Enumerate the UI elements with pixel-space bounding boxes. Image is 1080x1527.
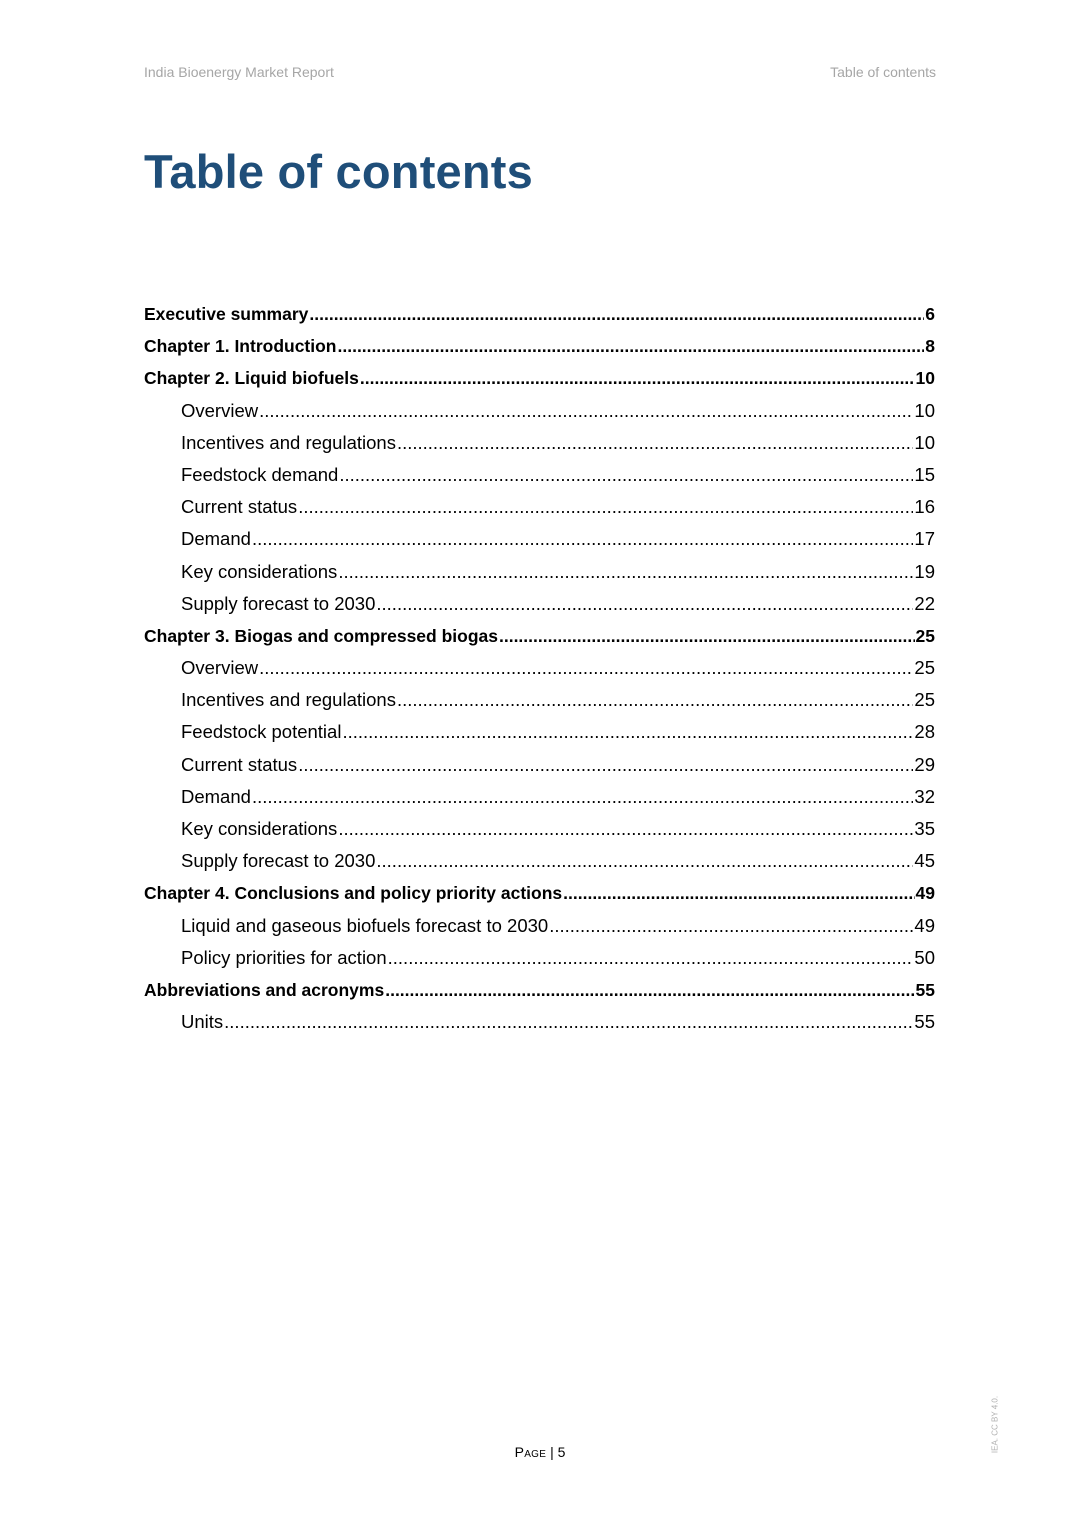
toc-entry-page: 25 — [914, 657, 935, 679]
toc-dot-leader — [397, 427, 913, 459]
toc-dot-leader — [388, 942, 914, 974]
toc-entry[interactable] — [144, 556, 935, 588]
toc-dot-leader — [252, 781, 913, 813]
toc-entry-label: Current status — [181, 753, 298, 775]
toc-entry[interactable] — [144, 298, 935, 330]
toc-dot-leader — [342, 716, 913, 748]
page-label: Page — [514, 1444, 547, 1460]
page-title: Table of contents — [144, 145, 533, 198]
toc-entry-page: 25 — [914, 689, 935, 711]
toc-entry-page: 35 — [914, 818, 935, 839]
toc-entry-page: 50 — [914, 946, 935, 968]
toc-entry-page: 49 — [914, 914, 935, 936]
toc-entry-label: Key considerations — [181, 818, 338, 839]
toc-entry[interactable] — [144, 813, 935, 845]
toc-dot-leader — [549, 910, 913, 942]
toc-dot-leader — [397, 684, 913, 716]
toc-dot-leader — [338, 330, 925, 362]
toc-dot-leader — [224, 1006, 913, 1038]
table-of-contents — [144, 298, 935, 1038]
toc-entry-label: Overview — [181, 399, 259, 421]
toc-entry-label: Abbreviations and acronyms — [144, 979, 385, 1000]
toc-entry[interactable] — [144, 684, 935, 716]
toc-entry-page: 6 — [925, 304, 935, 324]
toc-entry[interactable] — [144, 877, 935, 909]
toc-entry[interactable] — [144, 781, 935, 813]
toc-dot-leader — [338, 556, 913, 588]
toc-entry-page: 55 — [914, 1011, 935, 1033]
toc-entry-page: 19 — [914, 560, 935, 582]
toc-entry[interactable] — [144, 330, 935, 362]
toc-entry-label: Supply forecast to 2030 — [181, 850, 376, 872]
toc-entry-label: Current status — [181, 496, 298, 518]
toc-entry-label: Chapter 2. Liquid biofuels — [144, 368, 359, 389]
toc-entry-page: 25 — [915, 625, 935, 646]
license-note — [990, 1390, 1000, 1460]
toc-entry-page: 55 — [915, 979, 935, 1000]
toc-dot-leader — [338, 813, 913, 845]
toc-entry-page: 22 — [914, 592, 935, 614]
toc-entry-label: Feedstock demand — [181, 463, 339, 485]
toc-entry-label: Incentives and regulations — [181, 431, 396, 453]
toc-entry[interactable] — [144, 459, 935, 491]
toc-entry-label: Chapter 3. Biogas and compressed biogas — [144, 625, 498, 646]
toc-entry-page: 10 — [915, 368, 935, 389]
toc-entry-label: Feedstock potential — [181, 721, 342, 743]
toc-dot-leader — [563, 877, 914, 909]
toc-entry-page: 10 — [914, 431, 935, 453]
toc-dot-leader — [259, 652, 913, 684]
toc-dot-leader — [339, 459, 913, 491]
toc-dot-leader — [259, 395, 913, 427]
toc-entry[interactable] — [144, 910, 935, 942]
toc-entry-label: Overview — [181, 657, 259, 679]
toc-dot-leader — [376, 845, 913, 877]
toc-entry[interactable] — [144, 362, 935, 394]
toc-entry[interactable] — [144, 620, 935, 652]
toc-entry[interactable] — [144, 491, 935, 523]
toc-dot-leader — [360, 362, 915, 394]
toc-dot-leader — [309, 298, 924, 330]
toc-entry[interactable] — [144, 974, 935, 1006]
running-header — [144, 64, 936, 84]
toc-entry-label: Demand — [181, 785, 251, 807]
toc-entry[interactable] — [144, 652, 935, 684]
toc-entry[interactable] — [144, 716, 935, 748]
toc-entry-label: Policy priorities for action — [181, 946, 387, 968]
toc-entry-page: 17 — [914, 528, 935, 550]
toc-dot-leader — [252, 523, 913, 555]
toc-dot-leader — [499, 620, 915, 652]
toc-entry-label: Incentives and regulations — [181, 689, 396, 711]
toc-entry-page: 8 — [925, 336, 935, 357]
report-title: India Bioenergy Market Report — [144, 64, 334, 80]
toc-dot-leader — [298, 491, 913, 523]
toc-entry-label: Chapter 1. Introduction — [144, 336, 337, 357]
page-number: 5 — [557, 1444, 566, 1460]
toc-entry-label: Liquid and gaseous biofuels forecast to 2030 — [181, 914, 549, 936]
toc-entry-page: 29 — [914, 753, 935, 775]
toc-entry-label: Units — [181, 1011, 224, 1033]
toc-entry-label: Executive summary — [144, 304, 309, 324]
page-separator: | — [546, 1444, 558, 1460]
toc-entry-page: 28 — [914, 721, 935, 743]
toc-entry-page: 45 — [914, 850, 935, 872]
page-footer — [0, 1444, 1080, 1460]
toc-entry[interactable] — [144, 427, 935, 459]
toc-dot-leader — [376, 588, 913, 620]
toc-dot-leader — [385, 974, 914, 1006]
toc-entry[interactable] — [144, 749, 935, 781]
section-title: Table of contents — [830, 64, 936, 80]
toc-entry[interactable] — [144, 845, 935, 877]
toc-entry-page: 10 — [914, 399, 935, 421]
toc-entry[interactable] — [144, 395, 935, 427]
toc-entry-label: Key considerations — [181, 560, 338, 582]
toc-entry-label: Demand — [181, 528, 251, 550]
toc-dot-leader — [298, 749, 913, 781]
toc-entry-page: 32 — [914, 785, 935, 807]
toc-entry[interactable] — [144, 523, 935, 555]
toc-entry[interactable] — [144, 588, 935, 620]
toc-entry-label: Supply forecast to 2030 — [181, 592, 376, 614]
license-text: IEA. CC BY 4.0. — [990, 1395, 1000, 1454]
toc-entry-page: 16 — [914, 496, 935, 518]
toc-entry-page: 49 — [915, 883, 935, 904]
toc-entry[interactable] — [144, 942, 935, 974]
toc-entry[interactable] — [144, 1006, 935, 1038]
toc-entry-page: 15 — [914, 463, 935, 485]
toc-entry-label: Chapter 4. Conclusions and policy priority actions — [144, 883, 563, 904]
